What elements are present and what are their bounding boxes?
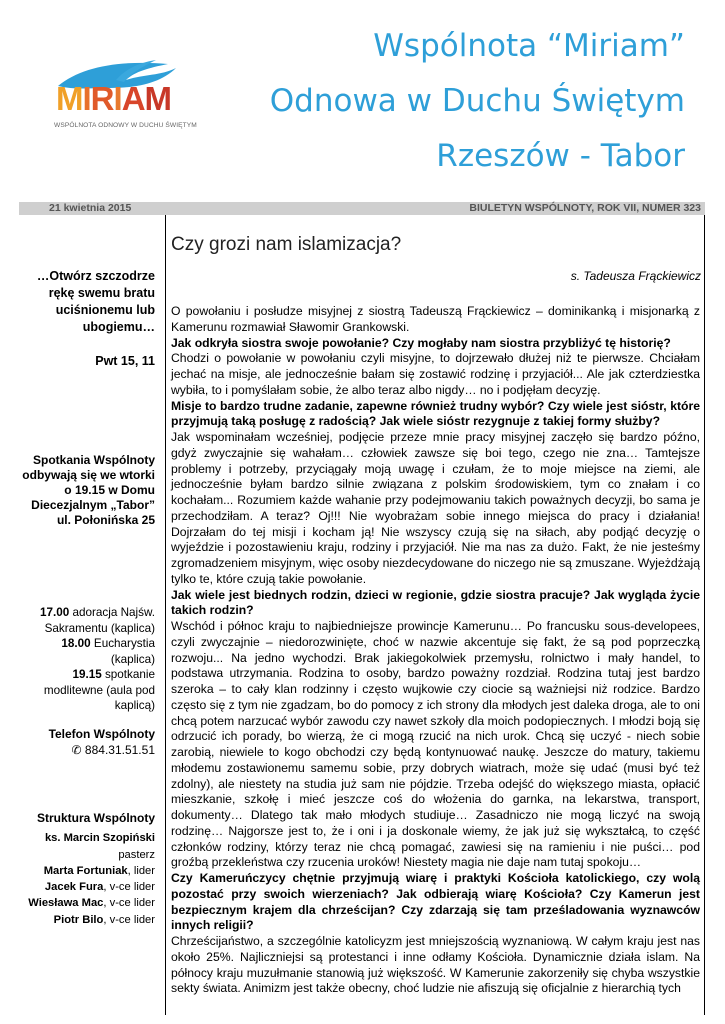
sidebar-quote-reference: Pwt 15, 11 xyxy=(95,354,155,368)
sidebar-schedule xyxy=(19,605,155,714)
interview-question: Jak odkryła siostra swoje powołanie? Czy mogłaby nam siostra przybliżyć tę historię? xyxy=(171,335,671,350)
schedule-time: 17.00 xyxy=(39,606,70,619)
schedule-item xyxy=(19,667,155,714)
article-paragraph: O powołaniu i posłudze misyjnej z siostrą Tadeuszą Frąckiewicz – dominikanką i misjonarką z Kamerunu rozmawiał Sławomir Grankowski. xyxy=(171,304,700,334)
bulletin-bar xyxy=(19,202,705,215)
schedule-time: 19.15 xyxy=(72,668,102,681)
article-paragraph: Jak wspominałam wcześniej, podjęcie przeze mnie pracy misyjnej zaczęło się bardzo późno, gdyż zwyczajnie się wahałam… człowiek zawsze się boi tego, czego nie zna… Tamtejsze problemy i potrzeby, przyciągały moją uwagę i czułam, że to moje miejsce na ziemi, ale jednocześnie byłam bardzo silnie związana z polskim środowiskiem, tym co znałam i co kochałam... Rozumiem każde wahanie przy podejmowaniu takich poważnych decyzji, bo sama je przechodziłam. A teraz? Oj!!! Nie wyobrażam sobie innego miejsca do pracy i działania! Dojrzałam do tej misji i kocham ją! Nie wszyscy czują się na siłach, aby podjąć decyzję o wyjeździe i pozostawieniu kraju, rodziny i przyjaciół. Nie ma nas za dużo. Fakt, że nie jesteśmy zgromadzeniem misyjnym, więc osoby niezdecydowane do niczego nie są zmuszane. Wyjeżdżają tylko te, które czują takie powołanie. xyxy=(171,430,700,586)
member-name: Wiesława Mac xyxy=(28,897,104,910)
member-role: , v-ce lider xyxy=(103,913,155,926)
logo-tagline: WSPÓLNOTA ODNOWY W DUCHU ŚWIĘTYM xyxy=(54,122,197,129)
structure-member xyxy=(19,830,155,846)
header-subtitle: Odnowa w Duchu Świętym xyxy=(269,83,685,119)
member-name: Jacek Fura xyxy=(44,881,104,894)
structure-role: pasterz xyxy=(118,848,155,861)
bulletin-date: 21 kwietnia 2015 xyxy=(49,202,132,214)
structure-title: Struktura Wspólnoty xyxy=(36,811,155,825)
header-location: Rzeszów - Tabor xyxy=(436,138,685,174)
interview-question: Misje to bardzo trudne zadanie, zapewne również trudny wybór? Czy wiele jest sióstr, które przyjmują taką posługę z radością? Jak wiele sióstr rezygnuje z takiej formy służby? xyxy=(171,398,700,429)
schedule-text: Eucharystia (kaplica) xyxy=(93,637,155,666)
header-community-name: Wspólnota “Miriam” xyxy=(373,28,685,64)
article-title: Czy grozi nam islamizacja? xyxy=(171,234,402,255)
member-name: Piotr Bilo xyxy=(53,913,104,926)
schedule-item xyxy=(19,636,155,667)
article-paragraph: Chrześcijaństwo, a szczególnie katolicyzm jest mniejszością wyznaniową. W całym kraju jest nas około 25%. Najliczniejsi są protestanci i inne odłamy Kościoła. Dynamicznie działa islam. Na północy kraju muzułmanie stanowią już większość. W Kamerunie zakorzeniły się chyba wszystkie sekty świata. Animizm jest także obecny, choć ludzie nie afiszują się oficjalnie z hierarchią tych xyxy=(171,934,700,996)
bulletin-info: BIULETYN WSPÓLNOTY, ROK VII, NUMER 323 xyxy=(469,202,701,214)
sidebar-structure xyxy=(19,810,155,928)
phone-value: 884.31.51.51 xyxy=(84,743,155,757)
structure-member xyxy=(19,879,155,895)
schedule-time: 18.00 xyxy=(61,637,91,650)
structure-member xyxy=(19,895,155,911)
article-paragraph: Chodzi o powołanie w powołaniu czyli misyjne, to dojrzewało dłużej niż te pierwsze. Chciałam jechać na misje, ale jednocześnie bałam się zostawić rodzinę i przyjaciół... Ale jak czterdziestka wybiła, to i pomyślałam sobie, że albo teraz albo nigdy… no i podjęłam decyzję. xyxy=(171,351,700,397)
member-role: , v-ce lider xyxy=(103,881,155,894)
member-name: Marta Fortuniak xyxy=(43,864,128,877)
right-border xyxy=(704,215,705,1015)
column-divider xyxy=(165,215,166,1015)
interview-question: Czy Kameruńczycy chętnie przyjmują wiarę i praktyki Kościoła katolickiego, czy wolą pozostać przy swoich wierzeniach? Jak odbierają wiarę Kościoła? Czy Kamerun jest bezpiecznym krajem dla chrześcijan? Czy zdarzają się tam prześladowania wyznawców innych religii? xyxy=(171,871,700,933)
sidebar-meeting-info: Spotkania Wspólnoty odbywają się we wtorki o 19.15 w Domu Diecezjalnym „Tabor” ul. Połonińska 25 xyxy=(22,453,155,527)
article-body xyxy=(171,304,700,997)
phone-label: Telefon Wspólnoty xyxy=(48,727,155,741)
member-name: ks. Marcin Szopiński xyxy=(44,832,155,845)
member-role: , v-ce lider xyxy=(103,897,155,910)
schedule-text: spotkanie modlitewne (aula pod kaplicą) xyxy=(43,668,155,712)
phone-icon: ✆ xyxy=(71,743,82,757)
phone-number xyxy=(19,743,155,758)
schedule-item xyxy=(19,605,155,636)
logo-word: MIRIAM xyxy=(56,80,172,117)
article-paragraph: Wschód i północ kraju to najbiedniejsze prowincje Kamerunu… Po francusku sous-developees, czyli zwyczajnie – niedorozwinięte, choć w nazwie akcentuje się fakt, że są pod poprzeczką rozwoju... Na jedno wychodzi. Brak jakiegokolwiek przemysłu, rolnictwo i mały handel, to podstawa utrzymania. Rodzina to osoby, bardzo poważny rozdział. Rodzina tutaj jest bardzo szeroka – to cały klan rodzinny i często wujkowie czy ciocie są ważniejsi niż rodzice. Bardzo często się z tym nie zgadzam, bo do pomocy z ich strony dla młodych jest daleka droga, ale to oni chcą potem narzucać wybór zawodu czy nawet szkoły dla moich podopiecznych. I młodzi boją się odrzucić ich porady, bo wierzą, że ci mogą rzucić na nich urok. Chcą się uczyć - niech sobie zarobią, niewiele to kogo obchodzi czy będą kontynuować naukę. Jeszcze do matury, takiemu młodemu zostawionemu samemu sobie, przy dobrych wiatrach, może się udać (musi być też zdolny), ale niestety na studia już sam nie pójdzie. Trzeba odejść do większego miasta, opłacić mieszkanie, szkołę i mieć jeszcze coś do włożenia do garnka, na lekarstwa, transport, dokumenty… Dlatego tak mało młodych studiuje… Zasadniczo nie mogą liczyć na swoją rodzinę… Najgorsze jest to, że i oni i ja doskonale wiemy, że jak już się wykształcą, to część członków rodziny, którzy teraz nie chcą pomagać, zawiesi się na ramieniu i nie puści… pod groźbą przekleństwa czy rzucenia uroków! Niestety magia nie daje nam tutaj spokoju… xyxy=(171,619,700,870)
schedule-text: adoracja Najśw. Sakramentu (kaplica) xyxy=(44,606,155,635)
article-author: s. Tadeusza Frąckiewicz xyxy=(570,269,701,283)
interview-question: Jak wiele jest biednych rodzin, dzieci w regionie, gdzie siostra pracuje? Jak wygląda życie takich rodzin? xyxy=(171,587,700,618)
community-logo xyxy=(52,58,197,142)
member-role: , lider xyxy=(127,864,155,877)
structure-member xyxy=(19,863,155,879)
structure-member xyxy=(19,912,155,928)
sidebar-quote: …Otwórz szczodrze rękę swemu bratu uciśnionemu lub ubogiemu… xyxy=(36,269,155,334)
